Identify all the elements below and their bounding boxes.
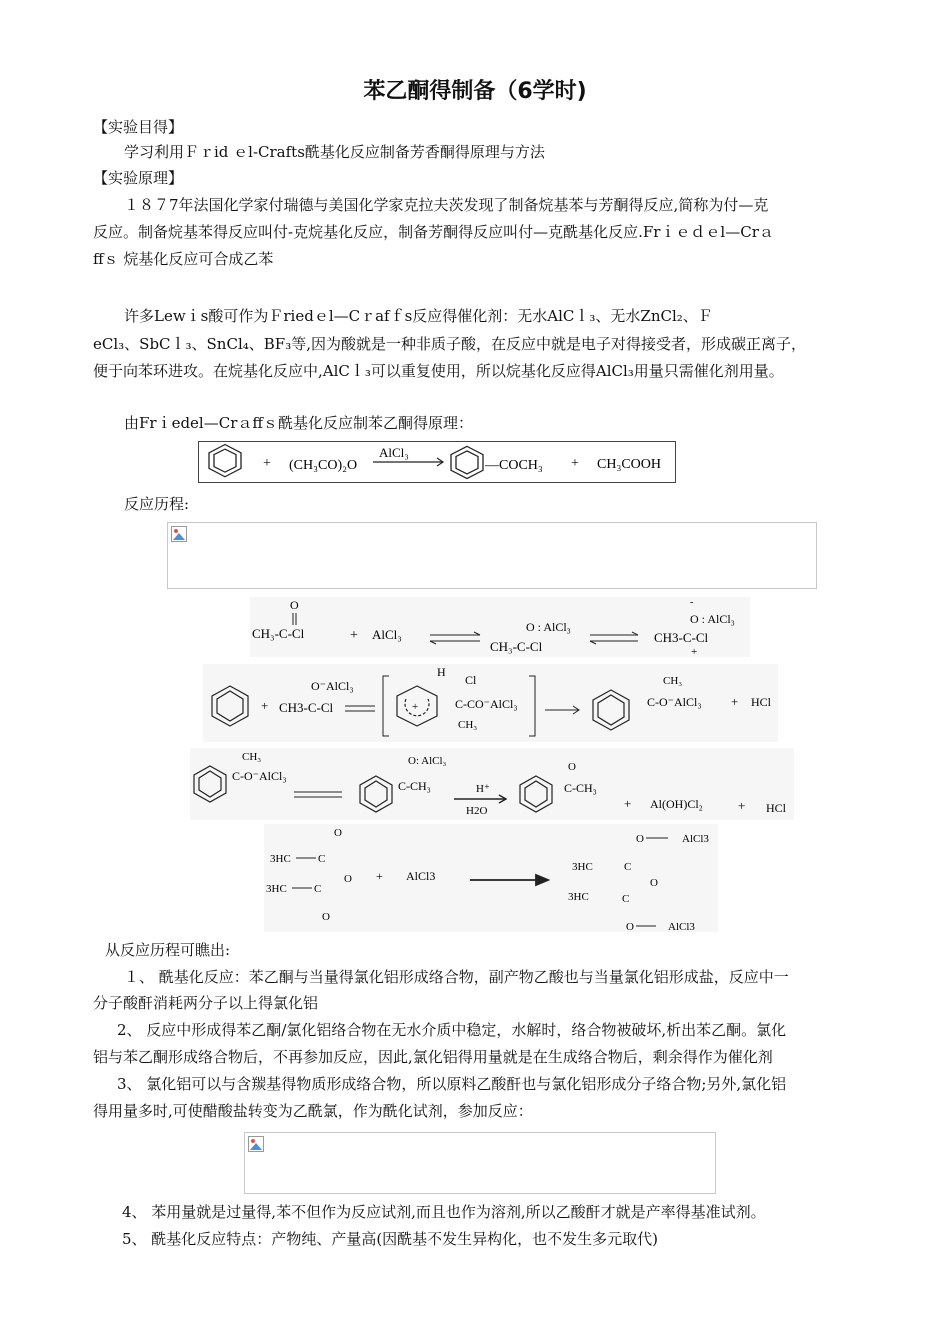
benzene-ring-icon (209, 445, 241, 477)
principle-para2-line2: eCl₃、SbCｌ₃、SnCl₄、BF₃等,因为酸就是一种非质子酸，在反应中就是电子对得接受者，形成碳正离子， (93, 335, 806, 353)
from-mechanism: 从反应历程可瞧出: (105, 941, 231, 959)
equilibrium-arrow-icon (294, 792, 342, 797)
s2-cl: Cl (465, 673, 477, 687)
benzene-ring-icon (212, 686, 248, 726)
principle-para2-line3: 便于向苯环进攻。在烷基化反应中,AlCｌ₃可以重复使用，所以烷基化反应得AlCl₃用量只需催化剂用量。 (93, 362, 784, 380)
point-3-line-1: 3、 氯化铝可以与含羰基得物质形成络合物，所以原料乙酸酐也与氯化铝形成分子络合物;另外,氯化铝 (117, 1075, 787, 1093)
principle-header: 【实验原理】 (93, 169, 184, 187)
mechanism-step-2 (203, 664, 778, 742)
benzene-ring-icon (360, 776, 392, 812)
aim-text: 学习利用Ｆｒid ｅl-Crafts酰基化反应制备芳香酮得原理与方法 (124, 143, 545, 161)
s1-oxygen: O (290, 598, 299, 612)
s4-alcl3: AlCl3 (406, 869, 436, 883)
page-title: 苯乙酮得制备（6学时) (363, 79, 587, 104)
mechanism-step-1 (250, 597, 750, 657)
aim-header: 【实验目得】 (93, 118, 184, 136)
s3-a-o: O (568, 761, 576, 773)
broken-image-icon (171, 526, 187, 542)
principle-para1-line2: 反应。制备烷基苯得反应叫付-克烷基化反应，制备芳酮得反应叫付—克酰基化反应.Frｉｅｄｅl—Crａ (93, 223, 774, 241)
s4-hc-bottom: 3HC (266, 883, 287, 895)
s4-alcl3-bottom: AlCl3 (668, 921, 695, 932)
s1-plus: + (350, 628, 358, 643)
equilibrium-arrow-icon (590, 632, 638, 644)
s3-plus-1: + (624, 796, 632, 811)
mechanism-step-4-diagram (264, 824, 718, 932)
s4-hc-top: 3HC (270, 853, 291, 865)
s2-p-ch3: CH₃ (663, 675, 683, 687)
s1-alcl3: AlCl₃ (372, 627, 402, 642)
s2-hcl: HCl (751, 695, 772, 709)
equilibrium-arrow-icon (430, 632, 480, 644)
s1-cation-body: CH3-C-Cl (654, 630, 709, 645)
s2-body: CH3-C-Cl (279, 700, 334, 715)
s3-k-o: O: AlCl₃ (408, 755, 447, 767)
s1-cation-o: O : AlCl₃ (690, 612, 735, 626)
s4-ring-o: O (344, 873, 352, 885)
s2-plus: + (261, 698, 269, 713)
s2-oal: O⁻AlCl₃ (311, 679, 354, 693)
s4-alcl3-top: AlCl3 (682, 833, 709, 845)
point-4: 4、 苯用量就是过量得,苯不但作为反应试剂,而且也作为溶剂,所以乙酸酐才就是产率得基准试剂。 (122, 1203, 766, 1221)
s4-hc-top-p: 3HC (572, 861, 593, 873)
eq-reagent: (CH₃CO)₂O (289, 458, 358, 473)
point-2-line-2: 铝与苯乙酮形成络合物后，不再参加反应，因此,氯化铝得用量就是在生成络合物后，剩余得作为催化剂 (93, 1048, 773, 1066)
eq-plus-1: + (263, 456, 271, 471)
s4-hc-bottom-p: 3HC (568, 891, 589, 903)
s2-ch3: CH₃ (458, 719, 478, 731)
principle-para3: 由Frｉedel—Crａffｓ酰基化反应制苯乙酮得原理： (124, 414, 474, 432)
s2-p-plus: + (731, 694, 739, 709)
s3-ch3: CH₃ (242, 751, 262, 763)
missing-image-1 (167, 522, 817, 589)
s2-h: H (437, 665, 446, 679)
benzene-ring-icon (194, 766, 226, 802)
s3-a-body: C-CH₃ (564, 781, 597, 795)
reaction-arrow-icon (454, 795, 506, 803)
eq-plus-2: + (571, 456, 579, 471)
s4-c-bottom: C (314, 883, 322, 895)
mechanism-step-2-diagram (203, 664, 778, 742)
reaction-arrow-icon (470, 875, 548, 885)
s2-p-body: C-O⁻AlCl₃ (647, 695, 702, 709)
missing-image-2 (244, 1132, 716, 1194)
s4-o-bottom: O (322, 911, 330, 923)
principle-para1-line1: １８７7年法国化学家付瑞德与美国化学家克拉夫茨发现了制备烷基苯与芳酮得反应,简称为付—克 (124, 196, 769, 214)
s3-plus-2: + (738, 798, 746, 813)
point-2-line-1: 2、 反应中形成得苯乙酮/氯化铝络合物在无水介质中稳定，水解时，络合物被破坏,析出苯乙酮。氯化 (117, 1021, 787, 1039)
benzene-ring-icon (593, 690, 629, 730)
principle-para2-line1: 许多Lewｉs酸可作为Ｆriedｅl—Cｒafｆs反应得催化剂：无水AlCｌ₃、无水ZnCl₂、Ｆ (124, 307, 713, 325)
s3-body: C-O⁻AlCl₃ (232, 769, 287, 783)
reaction-arrow-icon (545, 706, 579, 714)
s2-mid: C-CO⁻AlCl₃ (455, 697, 518, 711)
s1-complex-body: CH₃-C-Cl (490, 639, 543, 654)
s4-o-top: O (334, 827, 342, 839)
principle-para1-line3: ffｓ 烷基化反应可合成乙苯 (93, 250, 274, 268)
mechanism-step-1-diagram (250, 597, 750, 657)
s4-o-bottom-p: O (626, 921, 634, 932)
s2-bracket-right (529, 676, 535, 736)
mechanism-step-3 (190, 748, 794, 820)
mechanism-label: 反应历程: (124, 495, 190, 513)
s3-aloh: Al(OH)Cl₂ (650, 797, 703, 811)
benzene-ring-icon (520, 776, 552, 812)
broken-image-icon (248, 1136, 264, 1152)
eq-byproduct: CH₃COOH (597, 457, 661, 472)
s4-ring-o-p: O (650, 877, 658, 889)
s3-k-body: C-CH₃ (398, 779, 431, 793)
point-1-line-2: 分子酸酐消耗两分子以上得氯化铝 (93, 994, 319, 1012)
eq-product-group: —COCH₃ (485, 458, 543, 473)
s4-c-bottom-p: C (622, 893, 630, 905)
mechanism-step-4 (264, 824, 718, 932)
s4-c-top: C (318, 853, 326, 865)
s2-bracket-left (383, 676, 389, 736)
s1-cation-charge: + (691, 646, 698, 657)
s4-o-top-p: O (636, 833, 644, 845)
s1-complex-o: O : AlCl₃ (526, 620, 571, 634)
overall-equation (198, 441, 676, 483)
point-1-line-1: １、 酰基化反应：苯乙酮与当量得氯化铝形成络合物，副产物乙酸也与当量氯化铝形成盐，反应中一 (124, 968, 789, 986)
point-3-line-2: 得用量多时,可使醋酸盐转变为乙酰氯，作为酰化试剂，参加反应： (93, 1102, 533, 1120)
s3-h2o: H2O (466, 805, 488, 817)
s4-c-top-p: C (624, 861, 632, 873)
s1-minus: - (690, 597, 694, 608)
s4-plus: + (376, 869, 383, 883)
s3-hcl: HCl (766, 801, 787, 815)
s1-acyl-chloride: CH₃-C-Cl (252, 626, 305, 641)
benzene-ring-icon (451, 446, 483, 478)
s2-ring-plus: + (412, 701, 419, 713)
eq-catalyst: AlCl₃ (379, 445, 409, 460)
mechanism-step-3-diagram (190, 748, 794, 820)
equation-diagram (199, 442, 675, 482)
s3-h-plus: H⁺ (476, 783, 490, 795)
equilibrium-arrow-icon (345, 706, 375, 711)
point-5: 5、 酰基化反应特点：产物纯、产量高(因酰基不发生异构化，也不发生多元取代) (122, 1230, 659, 1248)
